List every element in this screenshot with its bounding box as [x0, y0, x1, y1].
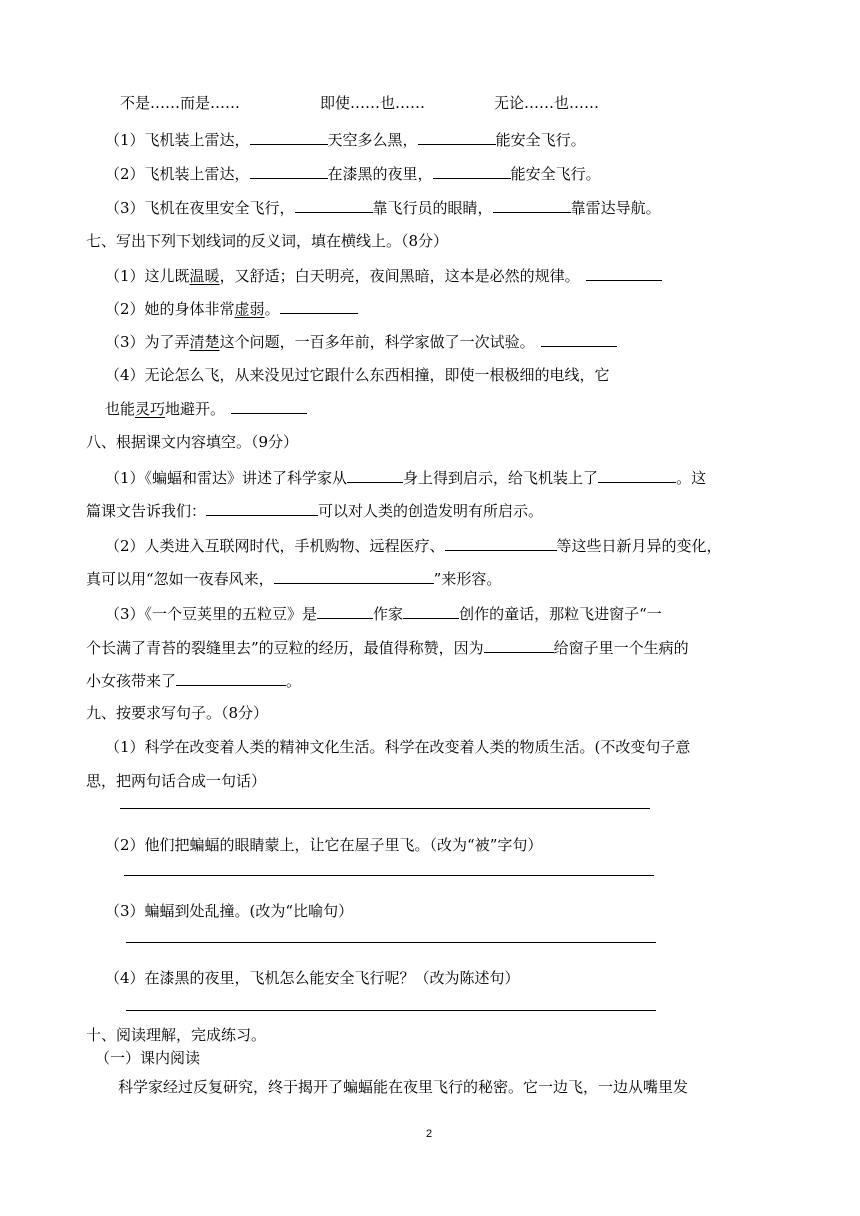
- s6-question-1: （1）飞机装上雷达， 天空多么黑， 能安全飞行。: [105, 131, 586, 149]
- answer-line[interactable]: [120, 808, 650, 809]
- answer-blank[interactable]: [433, 163, 511, 179]
- s9-question-1-line2: 思，把两句话合成一句话）: [86, 772, 267, 790]
- s8-question-2-line1: （2）人类进入互联网时代，手机购物、远程医疗、 等这些日新月异的变化，: [105, 537, 722, 555]
- section-heading: 十、阅读理解，完成练习。: [86, 1026, 267, 1044]
- answer-blank[interactable]: [206, 500, 318, 516]
- s8-question-1-line2: 篇课文告诉我们： 可以对人类的创造发明有所启示。: [86, 502, 544, 520]
- underlined-word: 温暖: [189, 267, 220, 285]
- s9-question-2: （2）他们把蝙蝠的眼睛蒙上，让它在屋子里飞。（改为“被”字句）: [105, 836, 543, 854]
- connective-option: 即使……也……: [320, 94, 426, 112]
- s9-question-4: （4）在漆黑的夜里，飞机怎么能安全飞行呢？（改为陈述句）: [105, 969, 520, 987]
- s7-question-1: （1）这儿既温暖，又舒适；白天明亮，夜间黑暗，这本是必然的规律。: [105, 265, 662, 286]
- underlined-word: 灵巧: [135, 400, 166, 418]
- s7-question-4-line1: （4）无论怎么飞，从来没见过它跟什么东西相撞，即使一根极细的电线，它: [105, 366, 610, 384]
- s9-question-3: （3）蝙蝠到处乱撞。(改为“比喻句）: [105, 902, 354, 920]
- answer-blank[interactable]: [280, 298, 358, 314]
- answer-blank[interactable]: [347, 467, 403, 483]
- answer-blank[interactable]: [586, 265, 662, 281]
- s8-question-1-line1: （1）《蝙蝠和雷达》讲述了科学家从 身上得到启示，给飞机装上了 。这: [105, 469, 707, 487]
- s8-question-3-line2: 个长满了青苔的裂缝里去”的豆粒的经历，最值得称赞，因为 给窗子里一个生病的: [86, 639, 689, 657]
- answer-blank[interactable]: [176, 670, 286, 686]
- answer-blank[interactable]: [250, 129, 328, 145]
- answer-blank[interactable]: [493, 197, 571, 213]
- reading-passage: 科学家经过反复研究，终于揭开了蝙蝠能在夜里飞行的秘密。它一边飞，一边从嘴里发: [118, 1078, 689, 1096]
- answer-blank[interactable]: [403, 603, 459, 619]
- answer-blank[interactable]: [598, 467, 676, 483]
- s6-question-3: （3）飞机在夜里安全飞行， 靠飞行员的眼睛， 靠雷达导航。: [105, 199, 661, 217]
- connective-option: 无论……也……: [494, 94, 600, 112]
- s7-question-4-line2: 也能灵巧地避开。: [105, 398, 307, 419]
- s6-question-2: （2）飞机装上雷达， 在漆黑的夜里， 能安全飞行。: [105, 165, 601, 183]
- s8-question-3-line3: 小女孩带来了 。: [86, 672, 302, 690]
- answer-blank[interactable]: [445, 535, 557, 551]
- underlined-word: 清楚: [189, 333, 220, 351]
- connective-option: 不是……而是……: [120, 94, 241, 112]
- section-heading: 九、按要求写句子。（8分）: [86, 704, 269, 722]
- section-heading: 八、根据课文内容填空。（9分）: [86, 433, 299, 451]
- page-number: 2: [426, 1128, 433, 1140]
- answer-line[interactable]: [124, 875, 654, 876]
- s9-question-1-line1: （1）科学在改变着人类的精神文化生活。科学在改变着人类的物质生活。(不改变句子意: [105, 738, 691, 756]
- s7-question-3: （3）为了弄清楚这个问题，一百多年前，科学家做了一次试验。: [105, 331, 617, 352]
- answer-blank[interactable]: [541, 331, 617, 347]
- answer-blank[interactable]: [295, 197, 373, 213]
- section-heading: 七、写出下列下划线词的反义词，填在横线上。（8分）: [86, 232, 449, 250]
- s8-question-2-line2: 真可以用“忽如一夜春风来， ”来形容。: [86, 570, 502, 588]
- answer-blank[interactable]: [484, 637, 554, 653]
- answer-line[interactable]: [126, 942, 656, 943]
- answer-blank[interactable]: [250, 163, 328, 179]
- answer-blank[interactable]: [418, 129, 496, 145]
- s7-question-2: （2）她的身体非常虚弱。: [105, 298, 358, 319]
- answer-blank[interactable]: [274, 568, 434, 584]
- s8-question-3-line1: （3）《一个豆荚里的五粒豆》是 作家 创作的童话，那粒飞进窗子“一: [105, 605, 662, 623]
- answer-blank[interactable]: [231, 398, 307, 414]
- underlined-word: 虚弱: [234, 300, 265, 318]
- answer-line[interactable]: [126, 1010, 656, 1011]
- answer-blank[interactable]: [317, 603, 373, 619]
- subsection-heading: （一）课内阅读: [95, 1049, 201, 1067]
